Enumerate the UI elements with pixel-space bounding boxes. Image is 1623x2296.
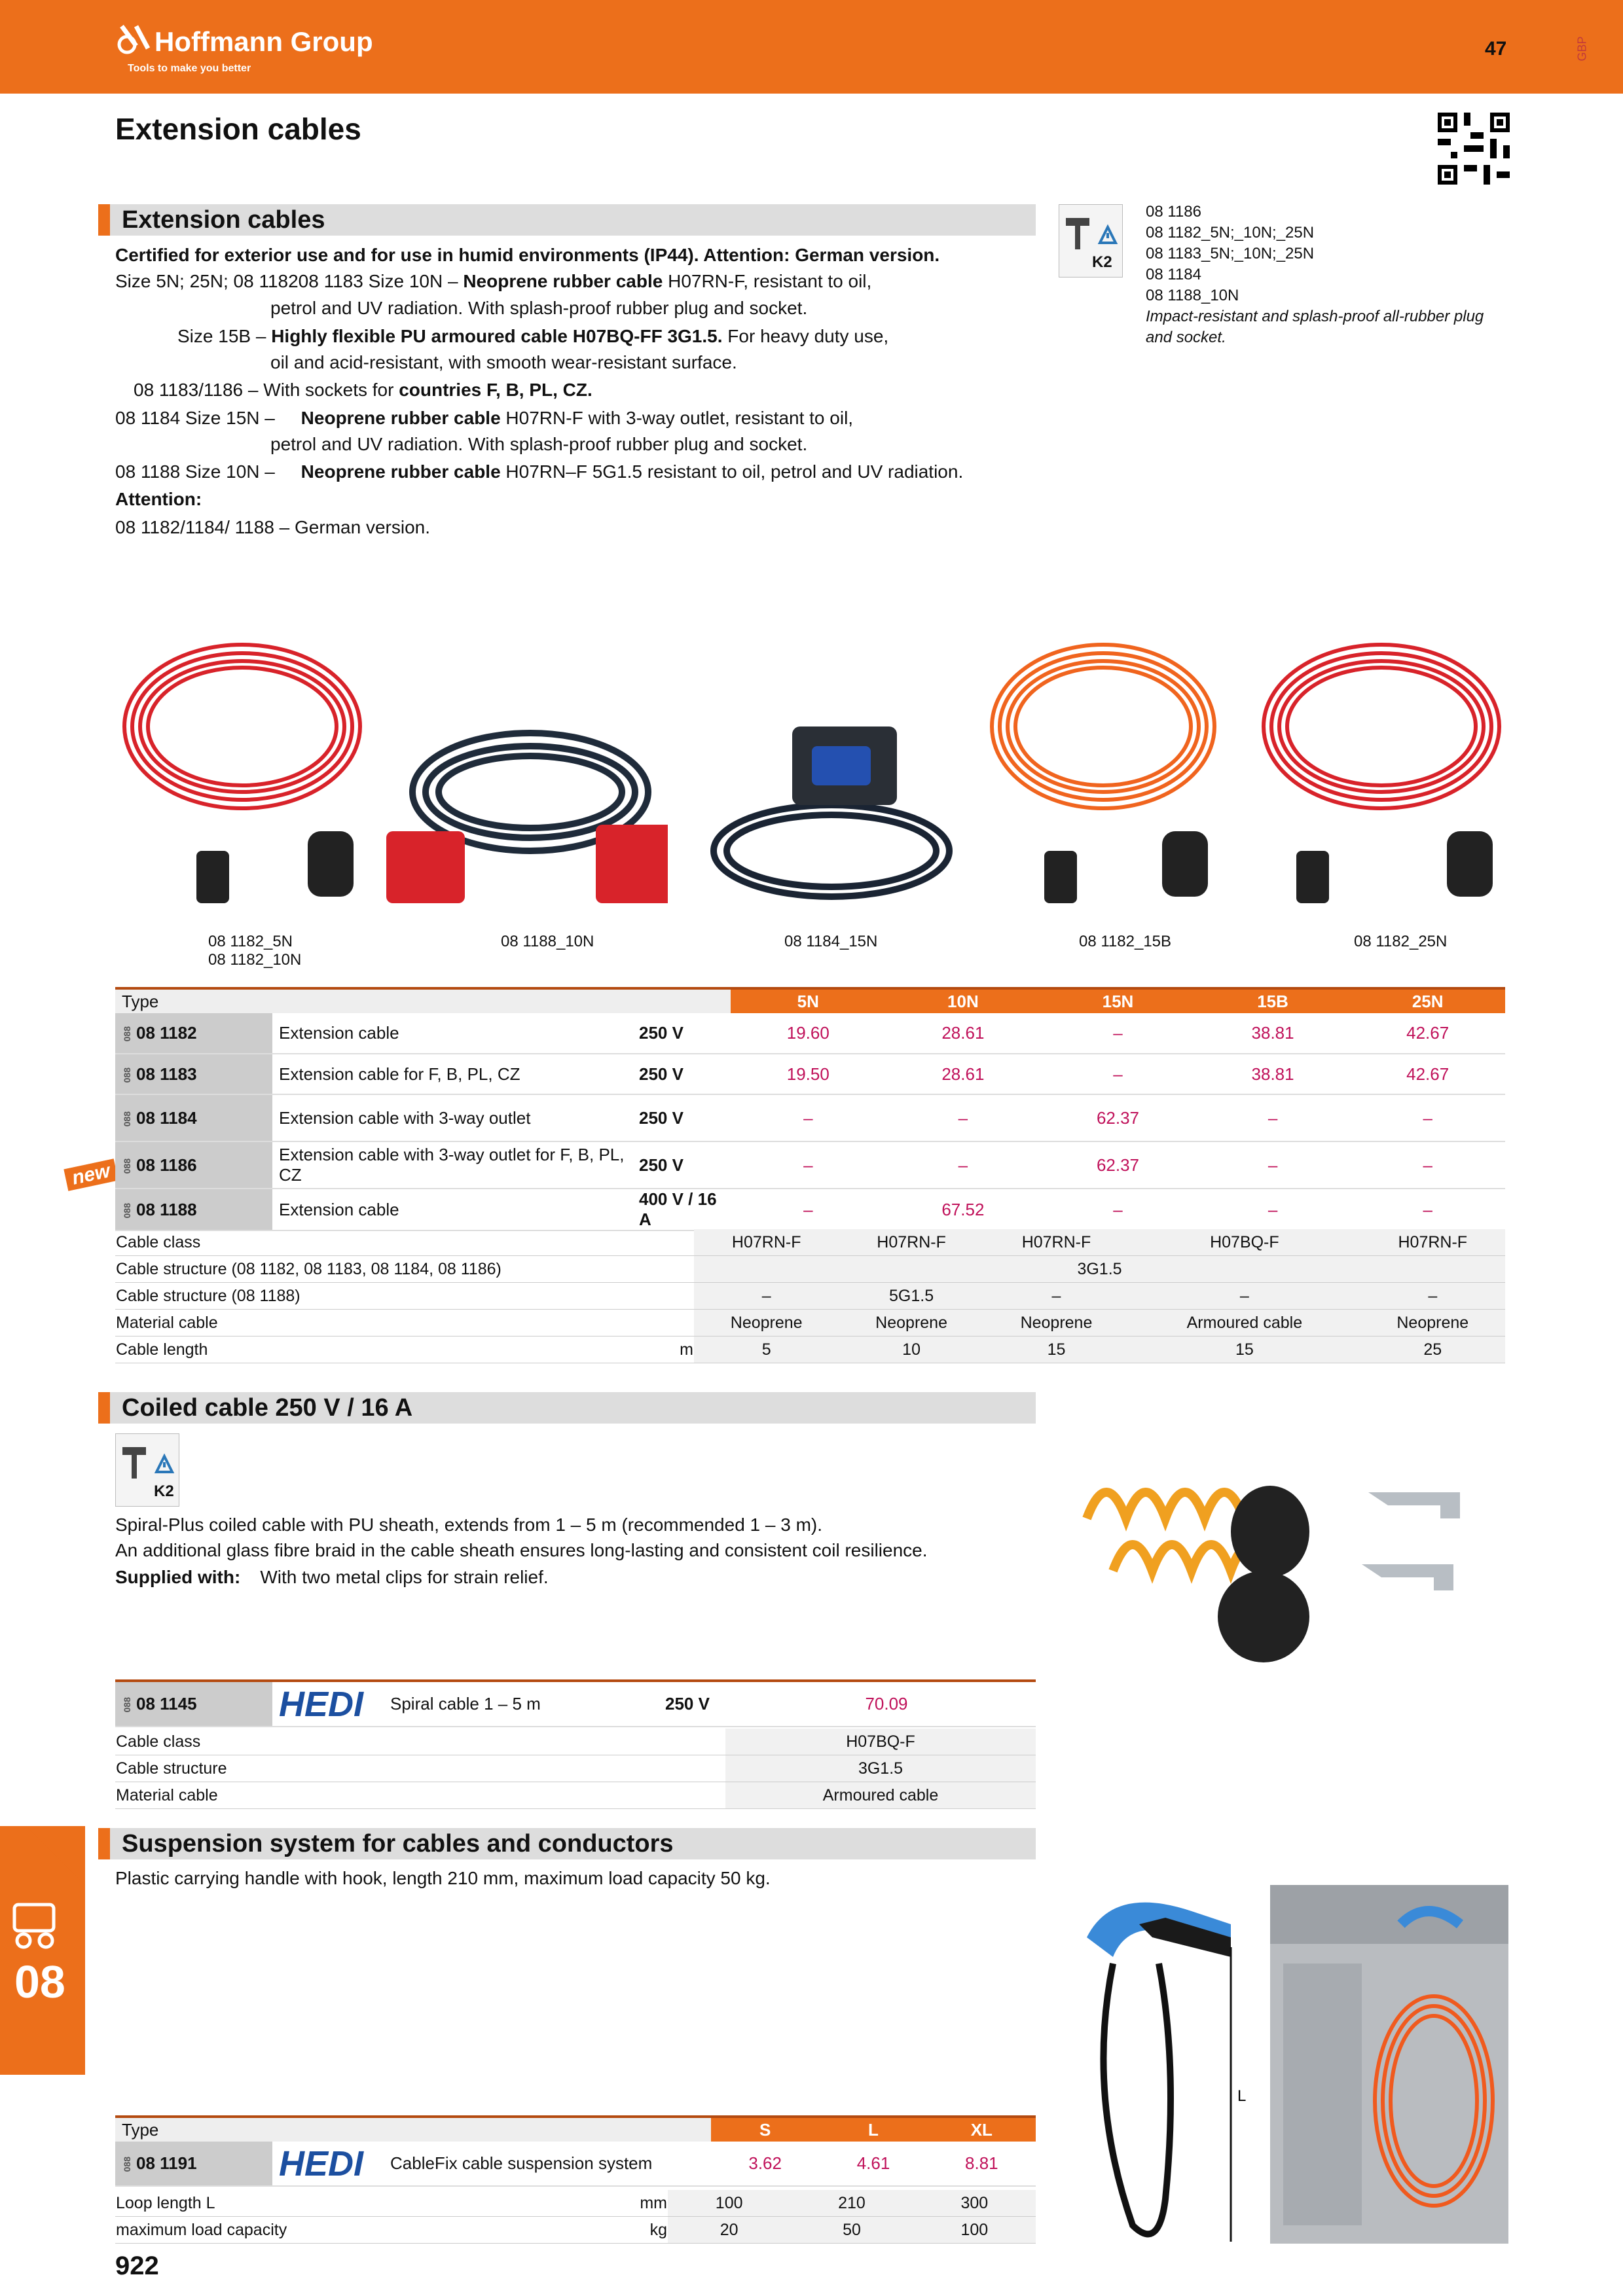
- price[interactable]: –: [1267, 1107, 1278, 1128]
- size-col: 25N: [1350, 988, 1505, 1013]
- spec-row: Loop length L mm 100 210 300: [115, 2190, 1036, 2217]
- product-desc: Extension cable: [279, 1023, 399, 1043]
- safety-class-icon: [115, 1433, 179, 1507]
- product-desc: Extension cable with 3-way outlet: [279, 1107, 531, 1128]
- supplied-with: Supplied with: With two metal clips for strain relief.: [115, 1567, 549, 1587]
- product-desc: Extension cable for F, B, PL, CZ: [279, 1064, 520, 1084]
- voltage: 250 V: [639, 1155, 684, 1175]
- product-desc: Spiral cable 1 – 5 m: [390, 1694, 541, 1713]
- table-row[interactable]: [115, 1094, 1505, 1141]
- voltage: 250 V: [665, 1694, 710, 1713]
- k2-label: K2: [1092, 253, 1112, 271]
- article-number: 088 08 1183: [115, 1054, 272, 1094]
- price[interactable]: –: [958, 1107, 968, 1128]
- hedi-logo: HEDI: [279, 1684, 364, 1724]
- coiled-text-1: Spiral-Plus coiled cable with PU sheath, extends from 1 – 5 m (recommended 1 – 3 m).: [115, 1515, 823, 1535]
- desc-line-4: 08 1184 Size 15N – Neoprene rubber cable H07RN-F with 3-way outlet, resistant to oil,: [115, 408, 854, 428]
- price[interactable]: 62.37: [1096, 1107, 1140, 1128]
- type-header: Type: [115, 2117, 711, 2142]
- region-code: GBP: [1575, 36, 1589, 62]
- attention-label: Attention:: [115, 489, 202, 509]
- price[interactable]: –: [1267, 1155, 1278, 1175]
- voltage: 400 V / 16 A: [639, 1189, 717, 1229]
- desc-line-4-cont: petrol and UV radiation. With splash-proof rubber plug and socket.: [270, 434, 808, 454]
- spec-table-coiled: [115, 1729, 1036, 1809]
- voltage: 250 V: [639, 1064, 684, 1084]
- price[interactable]: –: [803, 1155, 813, 1175]
- caption-5: 08 1182_25N: [1354, 933, 1448, 950]
- qr-code-icon[interactable]: [1438, 113, 1510, 185]
- spec-row: Cable class H07RN-F H07RN-F H07RN-F H07BQ-F H07RN-F: [115, 1229, 1505, 1256]
- price[interactable]: 62.37: [1096, 1155, 1140, 1175]
- brand-tagline: Tools to make you better: [128, 63, 251, 74]
- spec-row: maximum load capacity kg 20 50 100: [115, 2217, 1036, 2244]
- article-number: 088 08 1182: [115, 1013, 272, 1054]
- footer-page-number: 922: [115, 2251, 159, 2280]
- price[interactable]: 19.60: [786, 1023, 830, 1043]
- product-desc: Extension cable: [279, 1199, 399, 1219]
- price[interactable]: 67.52: [941, 1199, 985, 1219]
- desc-line-2-cont: oil and acid-resistant, with smooth wear-resistant surface.: [270, 352, 737, 372]
- product-image-cablefix: [1061, 1885, 1277, 2251]
- price[interactable]: 4.61: [856, 2153, 890, 2173]
- catalog-page-number: 47: [1485, 38, 1507, 60]
- spec-table-suspension: [115, 2190, 1036, 2244]
- price[interactable]: –: [1423, 1199, 1432, 1219]
- spec-row: Material cable Neoprene Neoprene Neoprene Armoured cable Neoprene: [115, 1310, 1505, 1336]
- price[interactable]: –: [1113, 1064, 1123, 1084]
- size-col: 15N: [1040, 988, 1195, 1013]
- product-image-coiled-cable: [1074, 1440, 1499, 1676]
- price[interactable]: –: [958, 1155, 968, 1175]
- chapter-number: 08: [14, 1956, 65, 2007]
- product-desc: Extension cable with 3-way outlet for F, B, PL, CZ: [279, 1145, 625, 1185]
- product-desc: CableFix cable suspension system: [390, 2153, 653, 2173]
- size-col: S: [711, 2117, 819, 2142]
- type-header: Type: [115, 988, 731, 1013]
- suspension-text: Plastic carrying handle with hook, length 210 mm, maximum load capacity 50 kg.: [115, 1868, 771, 1888]
- desc-line-5: 08 1188 Size 10N – Neoprene rubber cable H07RN–F 5G1.5 resistant to oil, petrol and UV radiation.: [115, 461, 964, 482]
- desc-line-1: Size 5N; 25N; 08 118208 1183 Size 10N – Neoprene rubber cable H07RN-F, resistant to oil,: [115, 271, 872, 291]
- spec-row: Material cable Armoured cable: [115, 1782, 1036, 1809]
- spec-row: Cable structure (08 1188) – 5G1.5 – – –: [115, 1283, 1505, 1310]
- article-number: 088 08 1191: [115, 2142, 272, 2186]
- price[interactable]: 42.67: [1406, 1023, 1450, 1043]
- new-badge: new: [64, 1158, 119, 1191]
- table-row[interactable]: [115, 1189, 1505, 1230]
- price[interactable]: –: [1113, 1199, 1123, 1219]
- table-row[interactable]: [115, 1013, 1505, 1054]
- product-image-3way-outlet: [701, 720, 976, 910]
- price[interactable]: –: [1113, 1023, 1123, 1043]
- section1-intro: Certified for exterior use and for use in humid environments (IP44). Attention: German version.: [115, 245, 940, 265]
- spec-row: Cable structure 3G1.5: [115, 1755, 1036, 1782]
- article-number: 088 08 1188: [115, 1189, 272, 1230]
- price[interactable]: –: [803, 1199, 813, 1219]
- size-col: L: [819, 2117, 927, 2142]
- product-table-extension-cables: [115, 987, 1505, 1231]
- caption-3: 08 1184_15N: [784, 933, 878, 950]
- coiled-text-2: An additional glass fibre braid in the cable sheath ensures long-lasting and consistent coil resilience.: [115, 1540, 928, 1560]
- product-image-orange-cable: [979, 635, 1228, 910]
- k2-label: K2: [154, 1482, 174, 1500]
- product-image-red-cable: [111, 635, 373, 910]
- price[interactable]: 8.81: [965, 2153, 998, 2173]
- brand-name: Hoffmann Group: [155, 26, 373, 57]
- dimension-label: L: [1237, 2087, 1247, 2105]
- chapter-tab[interactable]: [0, 1826, 85, 2075]
- safety-class-icon: [1059, 204, 1123, 278]
- section-heading-coiled-cable: Coiled cable 250 V / 16 A: [98, 1392, 1036, 1424]
- article-number: 088 08 1145: [115, 1681, 272, 1727]
- size-col: 15B: [1195, 988, 1351, 1013]
- size-col: XL: [928, 2117, 1036, 2142]
- desc-line-3: 08 1183/1186 – With sockets for countries F, B, PL, CZ.: [134, 380, 593, 400]
- table-row[interactable]: [115, 1141, 1505, 1189]
- table-row[interactable]: [115, 1054, 1505, 1094]
- product-table-suspension: [115, 2115, 1036, 2187]
- side-notes: 08 1186 08 1182_5N;_10N;_25N 08 1183_5N;_10N;_25N 08 1184 08 1188_10N Impact-resistant and splash-proof all-rubber plug and socket.: [1146, 203, 1484, 346]
- voltage: 250 V: [639, 1023, 684, 1043]
- table-row[interactable]: [115, 1681, 1036, 1727]
- caption-2: 08 1188_10N: [501, 933, 594, 950]
- product-image-red-cable-25m: [1250, 635, 1512, 910]
- price[interactable]: 28.61: [941, 1023, 985, 1043]
- article-number: 088 08 1184: [115, 1094, 272, 1141]
- article-number: 088 08 1186: [115, 1141, 272, 1189]
- table-row[interactable]: [115, 2142, 1036, 2186]
- size-col: 10N: [886, 988, 1041, 1013]
- section-heading-suspension: Suspension system for cables and conductors: [98, 1828, 1036, 1859]
- caption-1: 08 1182_5N 08 1182_10N: [208, 933, 302, 969]
- attention-text: 08 1182/1184/ 1188 – German version.: [115, 517, 430, 537]
- hedi-logo: HEDI: [279, 2144, 364, 2183]
- price[interactable]: –: [1423, 1107, 1432, 1128]
- price[interactable]: 38.81: [1251, 1064, 1294, 1084]
- price[interactable]: 42.67: [1406, 1064, 1450, 1084]
- product-image-cee-cable: [380, 720, 668, 916]
- desc-line-1-cont: petrol and UV radiation. With splash-proof rubber plug and socket.: [270, 298, 808, 318]
- caption-4: 08 1182_15B: [1079, 933, 1172, 950]
- price[interactable]: –: [803, 1107, 813, 1128]
- price[interactable]: 3.62: [748, 2153, 782, 2173]
- spec-table-extension-cables: [115, 1229, 1505, 1363]
- spec-row: Cable structure (08 1182, 08 1183, 08 1184, 08 1186) 3G1.5: [115, 1256, 1505, 1283]
- product-table-coiled: [115, 1679, 1036, 1727]
- spec-row: Cable length m 5 10 15 15 25: [115, 1336, 1505, 1363]
- price[interactable]: 28.61: [941, 1064, 985, 1084]
- price[interactable]: 70.09: [865, 1694, 908, 1713]
- brand-logo-icon: [117, 20, 152, 55]
- desc-line-2: Size 15B – Highly flexible PU armoured cable H07BQ-FF 3G1.5. For heavy duty use,: [177, 326, 889, 346]
- price[interactable]: 19.50: [786, 1064, 830, 1084]
- spec-row: Cable class H07BQ-F: [115, 1729, 1036, 1755]
- voltage: 250 V: [639, 1107, 684, 1128]
- product-image-cablefix-in-use: [1270, 1885, 1508, 2244]
- price[interactable]: 38.81: [1251, 1023, 1294, 1043]
- size-col: 5N: [731, 988, 886, 1013]
- price[interactable]: –: [1423, 1155, 1432, 1175]
- price[interactable]: –: [1267, 1199, 1278, 1219]
- page-title: Extension cables: [115, 112, 361, 146]
- section-heading-extension-cables: Extension cables: [98, 204, 1036, 236]
